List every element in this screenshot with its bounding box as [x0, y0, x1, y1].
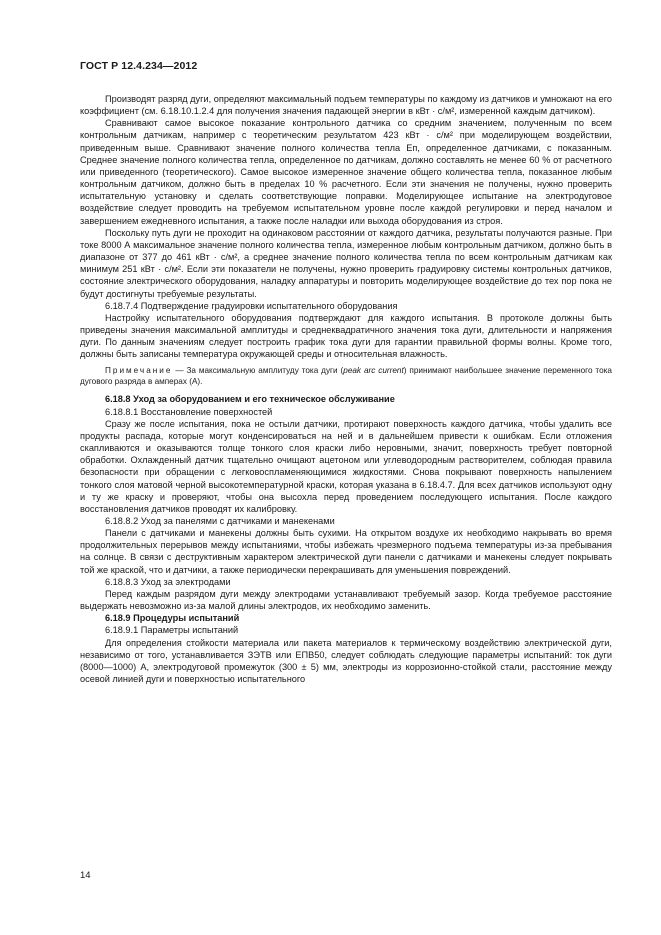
note-italic-term: peak arc current — [343, 366, 404, 376]
section-heading-6-18-9: 6.18.9 Процедуры испытаний — [105, 613, 240, 624]
page-number: 14 — [80, 870, 91, 881]
section-heading-6-18-8-1: 6.18.8.1 Восстановление поверхностей — [105, 406, 273, 417]
document-body — [80, 93, 612, 685]
section-heading-6-18-8: 6.18.8 Уход за оборудованием и его техническое обслуживание — [105, 394, 395, 405]
paragraph: Панели с датчиками и манекены должны быть сухими. На открытом воздухе их необходимо накрывать во время продолжительных перерывов между испытаниями, чтобы избежать чрезмерного подъема температуры из-за пребывания на солнце. В связи с деструктивным характером электрической дуги панели с датчиками и манекены следует покрывать той же краской, что и датчики, а также периодически перекрашивать для уменьшения повреждений. — [80, 528, 612, 575]
note-dash: — — [172, 366, 187, 376]
paragraph: Сразу же после испытания, пока не остыли датчики, протирают поверхность каждого датчика, чтобы удалить все продукты распада, которые могут конденсироваться на ней и в дальнейшем привести к ошибкам. Если отложения скапливаются и оказываются толще тонкого слоя краски либо неровными, значит, поверхность требует повторной обработки. Охлажденный датчик тщательно очищают ацетоном или углеводородным растворителем, соблюдая правила безопасности при обращении с легковоспламеняющимися жидкостями. Снова покрывают поверхность напылением тонкого слоя матовой черной высокотемпературной краски, которая указана в 6.18.4.7. Для всех датчиков используют одну и ту же краску и проверяют, чтобы она высохла перед проведением последующего испытания. После каждого восстановления датчиков проводят их калибровку. — [80, 418, 612, 514]
paragraph: Для определения стойкости материала или пакета материалов к термическому воздействию электрической дуги, независимо от того, устанавливается ЗЭТВ или EПВ50, следует соблюдать следующие параметры испытаний: ток дуги (8000—1000) А, электродуговой промежуток (300 ± 5) мм, электроды из коррозионно-стойкой стали, расстояние между осевой линией дуги и поверхностью испытательного — [80, 637, 612, 685]
section-heading-6-18-8-2: 6.18.8.2 Уход за панелями с датчиками и манекенами — [105, 516, 335, 526]
document-header: ГОСТ Р 12.4.234—2012 — [80, 60, 198, 72]
section-heading-6-18-7-4: 6.18.7.4 Подтверждение градуировки испытательного оборудования — [105, 300, 398, 311]
section-heading-6-18-8-3: 6.18.8.3 Уход за электродами — [105, 576, 231, 587]
paragraph: Поскольку путь дуги не проходит на одинаковом расстоянии от каждого датчика, результаты получаются разные. При токе 8000 А максимальное значение полного количества тепла, измеренное любым контрольным датчиком, должно быть в диапазоне от 377 до 461 кВт · с/м², а среднее значение полного количества тепла по всем контрольным датчикам как минимум 251 кВт · с/м². Если эти показатели не получены, нужно проверить градуировку системы контрольных датчиков, состояние электрического оборудования, наладку аппаратуры и повторить моделирующее воздействие до тех пор пока не будут достигнуты требуемые результаты. — [80, 227, 612, 299]
paragraph: Сравнивают самое высокое показание контрольного датчика со средним значением, полученным по всем контрольным датчикам, например с теоретическим результатом 423 кВт · с/м² при моделирующем воздействии, приведенным выше. Сравнивают значение полного количества тепла Eп, определенное датчиками, с показанным. Среднее значение полного количества тепла, определенное по датчикам, должно составлять не менее 60 % от расчетного или приведенного (теоретического). Самое высокое измеренное значение общего количества тепла, показанное любым контрольным датчиком, должно быть в пределах 10 % расчетного. Если эти значения не получены, нужно проверить испытательную установку и сделать соответствующие поправки. Моделирующее испытание на электродуговое воздействие следует проводить на требуемом испытательном уровне после каждой регулировки и перед началом и завершением ежедневного испытания, а также после наладки или выхода оборудования из строя. — [80, 118, 612, 226]
paragraph: Производят разряд дуги, определяют максимальный подъем температуры по каждому из датчиков и умножают на его коэффициент (см. 6.18.10.1.2.4 для получения значения падающей энергии в кВт · с/м², измеренной каждым датчиком). — [80, 94, 612, 117]
note-label: Примечание — [105, 366, 173, 376]
note-text: ) принимают наибольшее значение переменного тока дугового разряда в амперах (А). — [80, 366, 612, 387]
note — [80, 365, 612, 387]
section-heading-6-18-9-1: 6.18.9.1 Параметры испытаний — [105, 625, 239, 636]
note-text: За максимальную амплитуду тока дуги ( — [186, 366, 344, 376]
paragraph: Настройку испытательного оборудования подтверждают для каждого испытания. В протоколе должны быть приведены значения максимальной амплитуды и среднеквадратичного значения тока дуги, длительности и напряжения дуги. По данным значениям следует построить график тока дуги для гарантии правильной формы волны. Кроме того, должны быть записаны температура окружающей среды и относительная влажность. — [80, 312, 612, 360]
paragraph: Перед каждым разрядом дуги между электродами устанавливают требуемый зазор. Когда требуемое расстояние выдержать невозможно из-за малой длины электродов, их необходимо заменить. — [80, 588, 612, 612]
